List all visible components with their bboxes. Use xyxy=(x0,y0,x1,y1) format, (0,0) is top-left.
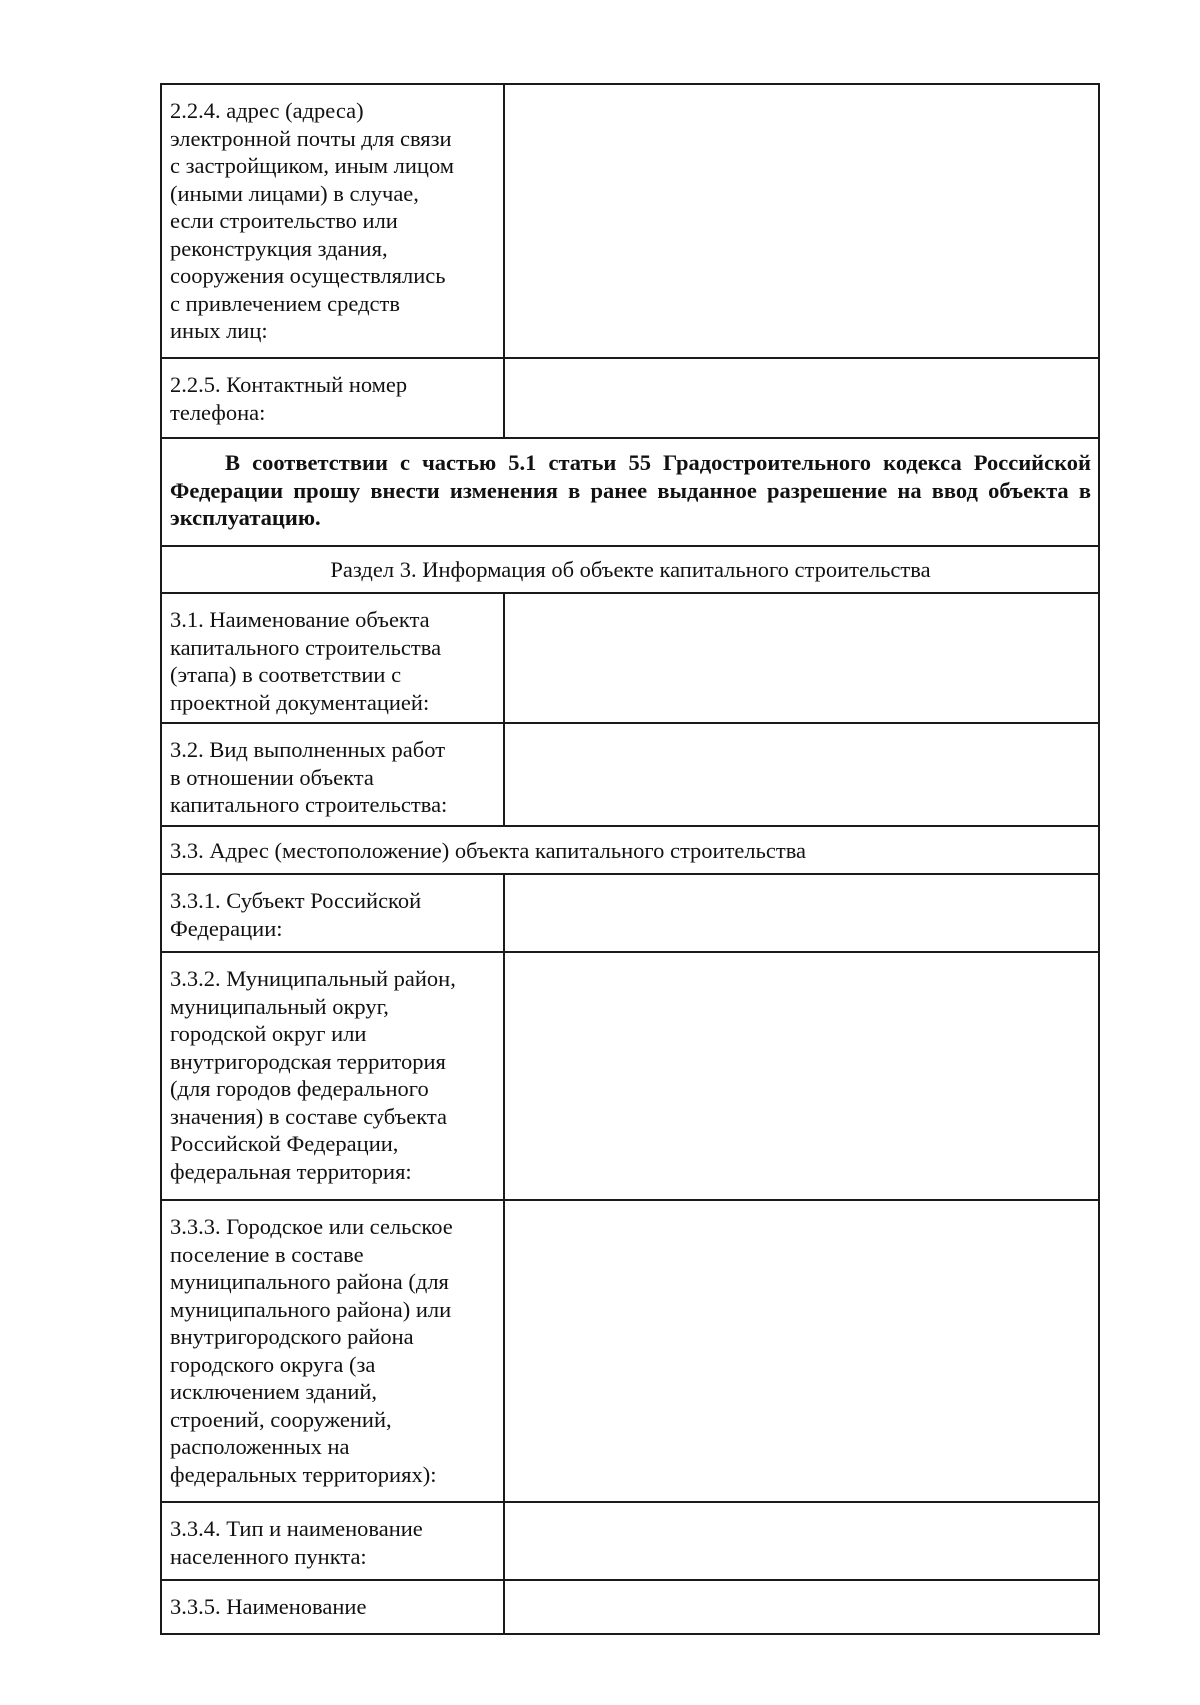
work-type-field[interactable] xyxy=(504,723,1099,826)
object-name-label: 3.1. Наименование объекта капитального строительства (этапа) в соответствии с проектной документацией: xyxy=(161,593,504,723)
request-statement: В соответствии с частью 5.1 статьи 55 Градостроительного кодекса Российской Федерации прошу внести изменения в ранее выданное разрешение на ввод объекта в эксплуатацию. xyxy=(161,438,1099,546)
table-row xyxy=(161,1502,1099,1580)
settlement-field[interactable] xyxy=(504,1200,1099,1502)
table-row xyxy=(161,84,1099,358)
work-type-label: 3.2. Вид выполненных работ в отношении объекта капитального строительства: xyxy=(161,723,504,826)
email-contact-field[interactable] xyxy=(504,84,1099,358)
name-label: 3.3.5. Наименование xyxy=(161,1580,504,1634)
email-contact-label: 2.2.4. адрес (адреса) электронной почты для связи с застройщиком, иным лицом (иными лицами) в случае, если строительство или реконструкция здания, сооружения осуществлялись с привлечением средств иных лиц: xyxy=(161,84,504,358)
table-row xyxy=(161,546,1099,593)
locality-label: 3.3.4. Тип и наименование населенного пункта: xyxy=(161,1502,504,1580)
settlement-label: 3.3.3. Городское или сельское поселение в составе муниципального района (для муниципального района) или внутригородского района городского округа (за исключением зданий, строений, сооружений, расположенных на федеральных территориях): xyxy=(161,1200,504,1502)
phone-field[interactable] xyxy=(504,358,1099,438)
section-3-heading: Раздел 3. Информация об объекте капитального строительства xyxy=(161,546,1099,593)
table-row xyxy=(161,1200,1099,1502)
federal-subject-field[interactable] xyxy=(504,874,1099,952)
application-form-table xyxy=(160,83,1100,1635)
table-row xyxy=(161,723,1099,826)
object-name-field[interactable] xyxy=(504,593,1099,723)
table-row xyxy=(161,874,1099,952)
table-row xyxy=(161,593,1099,723)
table-row xyxy=(161,1580,1099,1634)
table-row xyxy=(161,358,1099,438)
municipal-district-label: 3.3.2. Муниципальный район, муниципальный округ, городской округ или внутригородская территория (для городов федерального значения) в составе субъекта Российской Федерации, федеральная территория: xyxy=(161,952,504,1200)
table-row xyxy=(161,438,1099,546)
table-row xyxy=(161,826,1099,874)
locality-field[interactable] xyxy=(504,1502,1099,1580)
phone-label: 2.2.5. Контактный номер телефона: xyxy=(161,358,504,438)
federal-subject-label: 3.3.1. Субъект Российской Федерации: xyxy=(161,874,504,952)
address-subheading: 3.3. Адрес (местоположение) объекта капитального строительства xyxy=(161,826,1099,874)
municipal-district-field[interactable] xyxy=(504,952,1099,1200)
name-field[interactable] xyxy=(504,1580,1099,1634)
table-row xyxy=(161,952,1099,1200)
